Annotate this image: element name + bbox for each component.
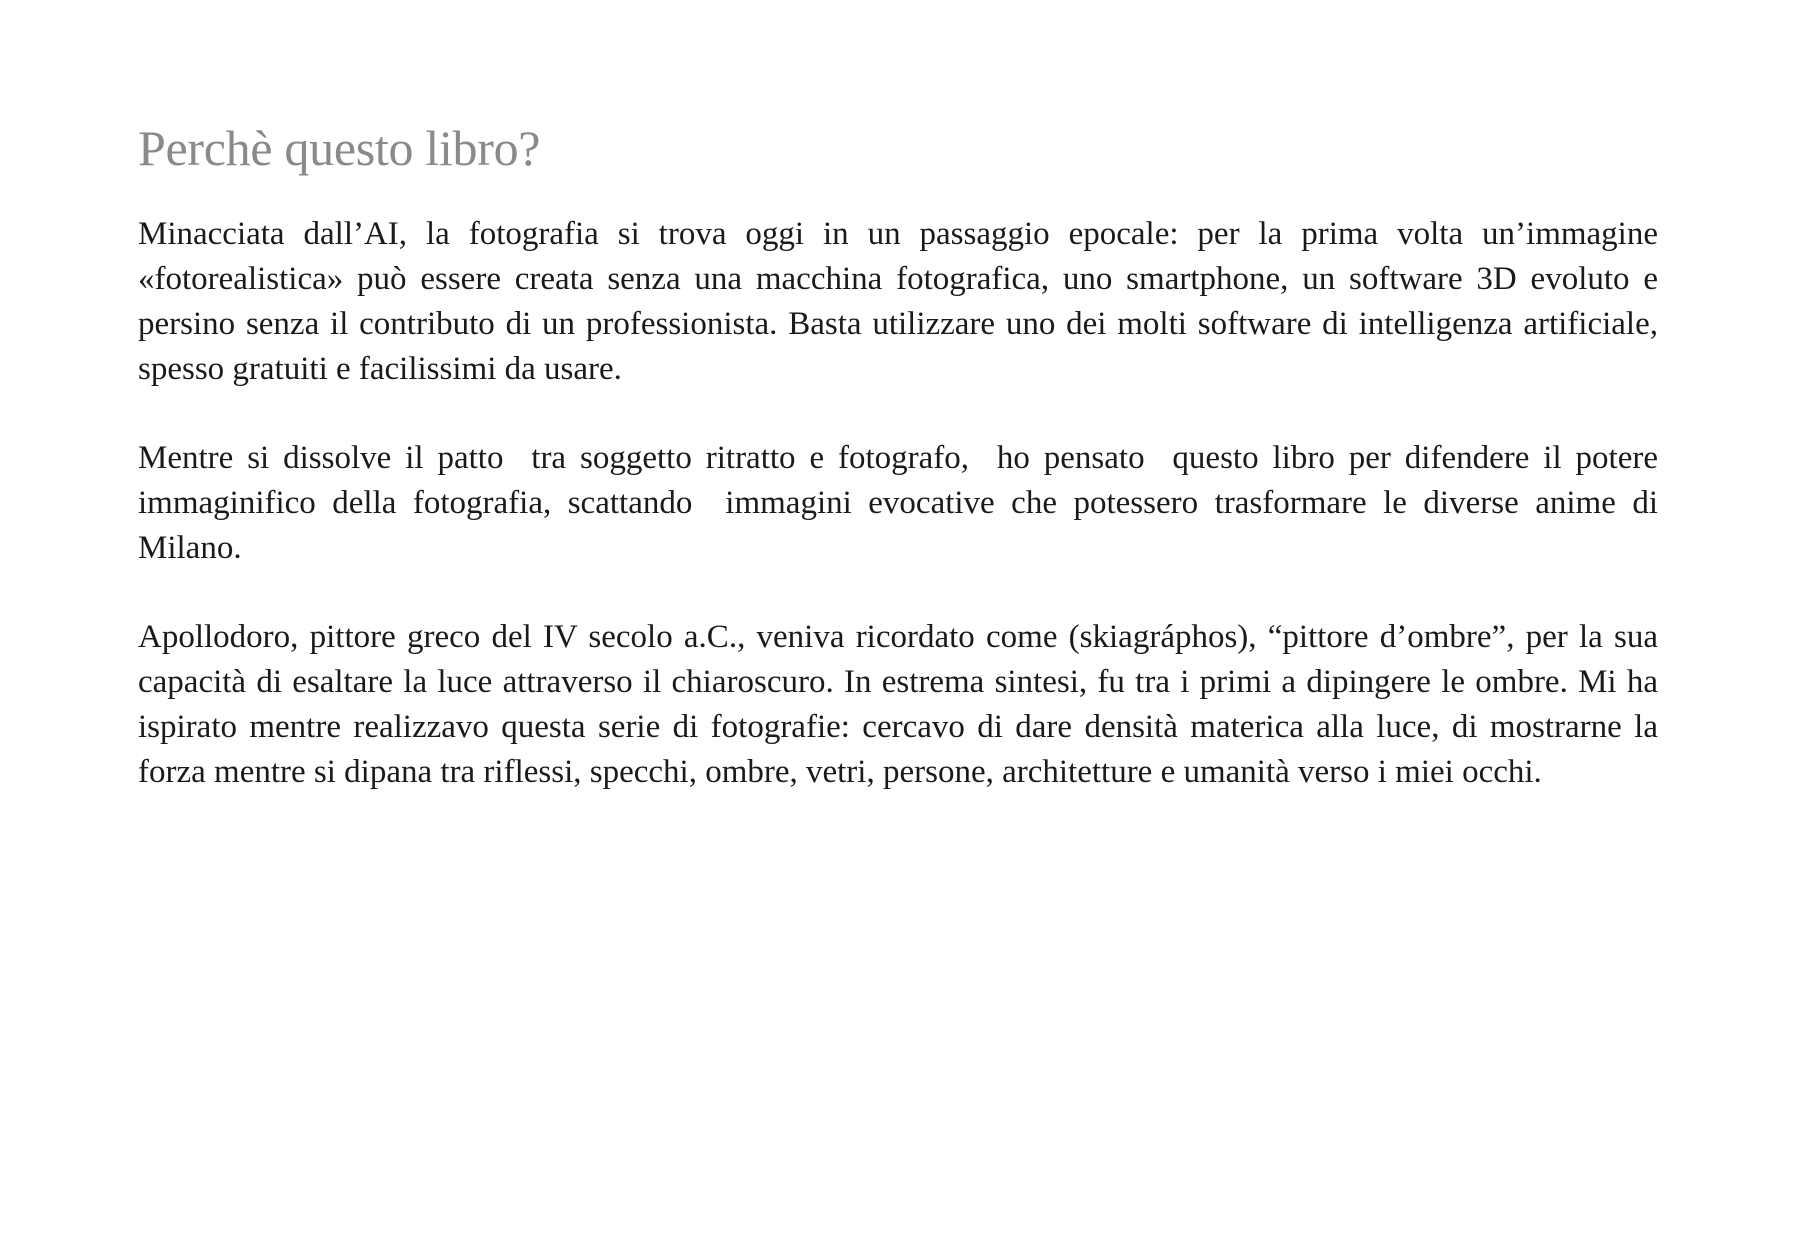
paragraph-2: Mentre si dissolve il patto tra soggetto ritratto e fotografo, ho pensato questo libro per difendere il potere immaginifico della fotografia, scattando immagini evocative che potessero trasformare le diverse anime di Milano.	[138, 440, 1667, 566]
paragraph-3: Apollodoro, pittore greco del IV secolo a.C., veniva ricordato come (skiagráphos), “pittore d’ombre”, per la sua capacità di esaltare la luce attraverso il chiaroscuro. In estrema sintesi, fu tra i primi a dipingere le ombre. Mi ha ispirato mentre realizzavo questa serie di fotografie: cercavo di dare densità materica alla luce, di mostrarne la forza mentre si dipana tra riflessi, specchi, ombre, vetri, persone, architetture e umanità verso i miei occhi.	[138, 619, 1667, 790]
page-title: Perchè questo libro?	[138, 120, 541, 176]
paragraph-1: Minacciata dall’AI, la fotografia si trova oggi in un passaggio epocale: per la prima volta un’immagine «fotorealistica» può essere creata senza una macchina fotografica, uno smartphone, un software 3D evoluto e persino senza il contributo di un professionista. Basta utilizzare uno dei molti software di intelligenza artificiale, spesso gratuiti e facilissimi da usare.	[138, 216, 1667, 387]
document-page	[138, 118, 1667, 839]
